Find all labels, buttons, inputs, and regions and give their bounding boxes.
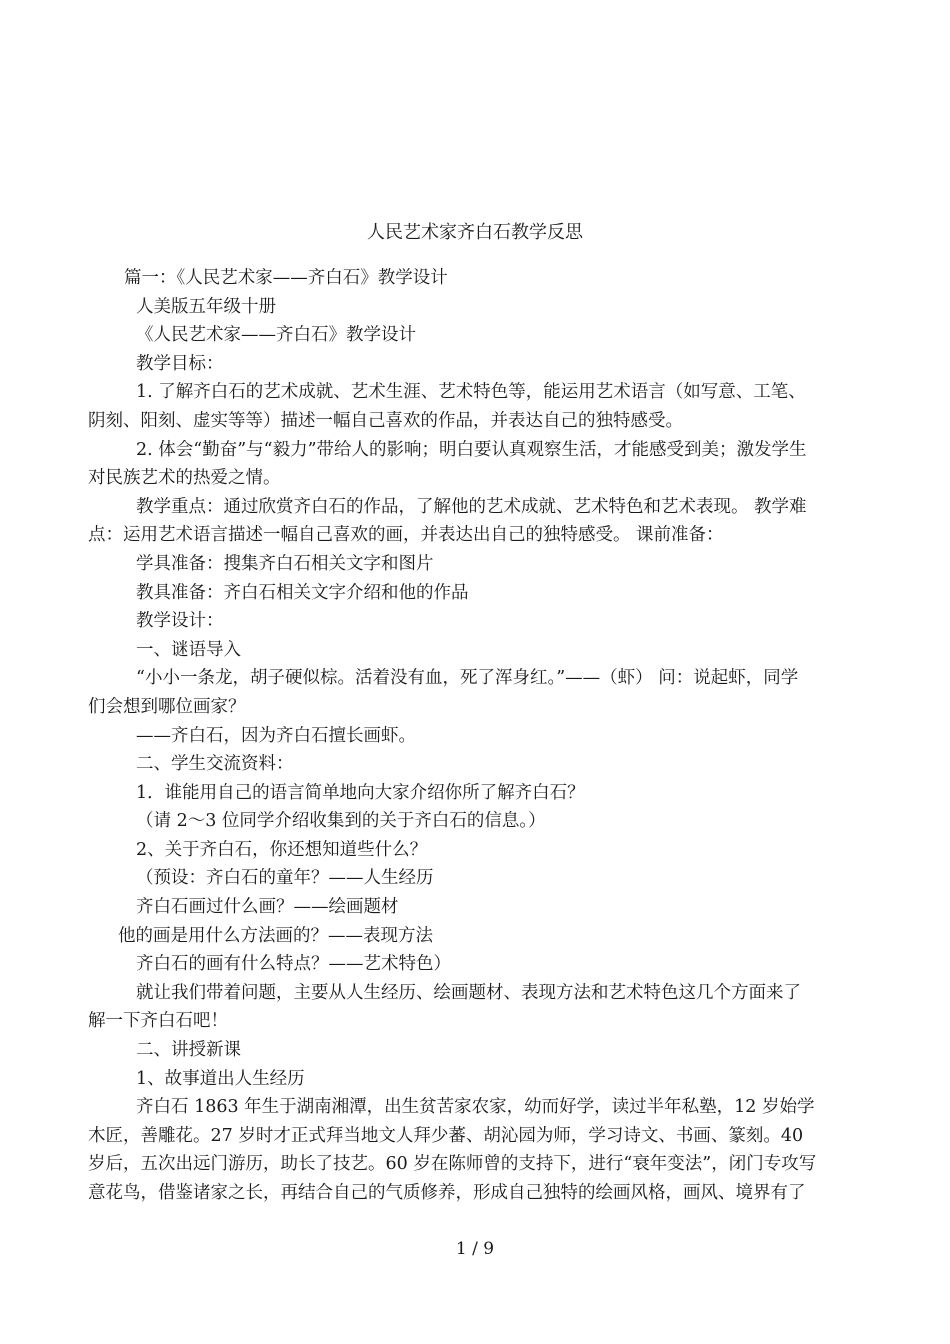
page-title: 人民艺术家齐白石教学反思: [367, 222, 583, 243]
page-number: 1 / 9: [455, 1239, 495, 1259]
paragraph-line: 对民族艺术的热爱之情。: [88, 468, 281, 489]
paragraph-line: 《人民艺术家——齐白石》教学设计: [136, 325, 416, 346]
paragraph-line: 1、故事道出人生经历: [136, 1068, 305, 1089]
paragraph-line: 1. 了解齐白石的艺术成就、艺术生涯、艺术特色等，能运用艺术语言（如写意、工笔、: [136, 382, 806, 403]
paragraph-line: 1．谁能用自己的语言简单地向大家介绍你所了解齐白石？: [136, 782, 585, 803]
paragraph-line: 木匠，善雕花。27 岁时才正式拜当地文人拜少蕃、胡沁园为师，学习诗文、书画、篆刻。40: [88, 1125, 804, 1146]
paragraph-line: 2. 体会“勤奋”与“毅力”带给人的影响；明白要认真观察生活，才能感受到美；激发学生: [136, 439, 807, 460]
paragraph-line: 二、讲授新课: [136, 1040, 241, 1061]
paragraph-line: 一、谜语导入: [136, 639, 241, 660]
paragraph-line: “小小一条龙，胡子硬似棕。活着没有血，死了浑身红。”——（虾） 问：说起虾，同学: [136, 668, 799, 689]
document-body: [88, 264, 863, 1208]
paragraph-line: 们会想到哪位画家？: [88, 696, 246, 717]
paragraph-line: 齐白石 1863 年生于湖南湘潭，出生贫苦家农家，幼而好学，读过半年私塾，12 岁始学: [136, 1097, 815, 1118]
paragraph-line: 教学设计：: [136, 611, 224, 632]
paragraph-line: 2、关于齐白石，你还想知道些什么？: [136, 839, 428, 860]
paragraph-line: 点：运用艺术语言描述一幅自己喜欢的画，并表达出自己的独特感受。 课前准备：: [88, 525, 724, 546]
paragraph-line: 齐白石的画有什么特点？——艺术特色）: [136, 954, 451, 975]
paragraph-line: 岁后，五次出远门游历，助长了技艺。60 岁在陈师曾的支持下，进行“衰年变法”，闭门专攻写: [88, 1154, 817, 1175]
paragraph-line: 就让我们带着问题，主要从人生经历、绘画题材、表现方法和艺术特色这几个方面来了: [136, 982, 801, 1003]
paragraph-line: 阴刻、阳刻、虚实等等）描述一幅自己喜欢的作品，并表达自己的独特感受。: [88, 410, 683, 431]
paragraph-line: 教具准备：齐白石相关文字介绍和他的作品: [136, 582, 469, 603]
paragraph-line: 教学目标：: [136, 353, 224, 374]
paragraph-line: （请 2～3 位同学介绍收集到的关于齐白石的信息。）: [136, 811, 546, 832]
paragraph-line: 人美版五年级十册: [136, 296, 276, 317]
paragraph-line: （预设：齐白石的童年？——人生经历: [136, 868, 434, 889]
paragraph-line: 篇一：《人民艺术家——齐白石》教学设计: [124, 268, 448, 288]
paragraph-line: 解一下齐白石吧！: [88, 1011, 228, 1032]
paragraph-line: 齐白石画过什么画？——绘画题材: [136, 897, 399, 918]
paragraph-line: 学具准备：搜集齐白石相关文字和图片: [136, 553, 434, 574]
paragraph-line: 二、学生交流资料：: [136, 754, 294, 775]
paragraph-line: 意花鸟，借鉴诸家之长，再结合自己的气质修养，形成自己独特的绘画风格，画风、境界有了: [88, 1183, 806, 1203]
paragraph-line: 他的画是用什么方法画的？——表现方法: [118, 925, 433, 946]
paragraph-line: ——齐白石，因为齐白石擅长画虾。: [136, 725, 416, 746]
paragraph-line: 教学重点：通过欣赏齐白石的作品，了解他的艺术成就、艺术特色和艺术表现。 教学难: [136, 496, 807, 517]
